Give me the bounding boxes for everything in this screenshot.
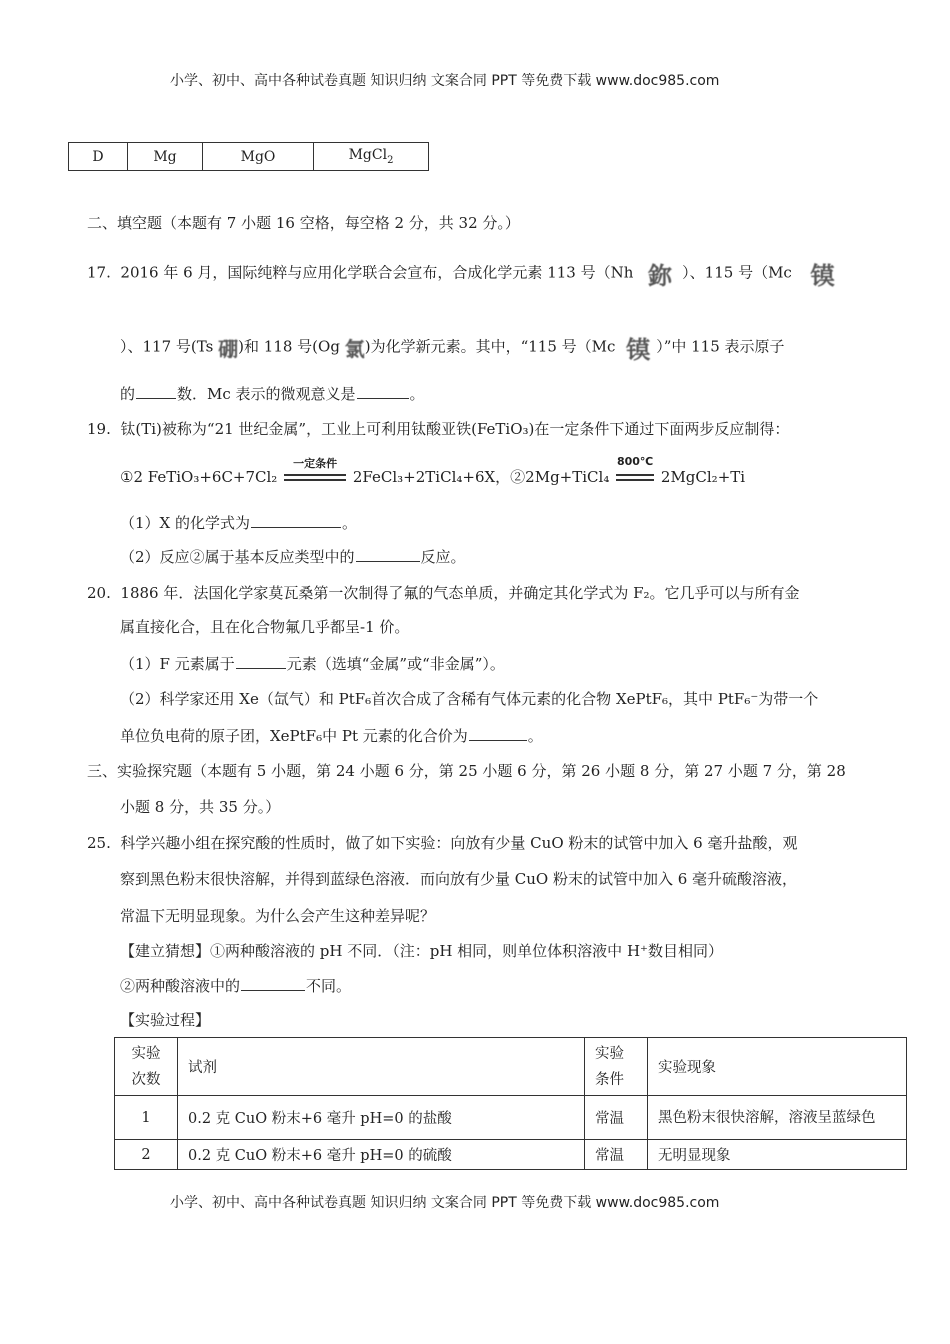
table-header-row xyxy=(115,1038,907,1096)
nh-element-glyph-icon: 鉨 xyxy=(648,262,673,290)
page-header: 小学、初中、高中各种试卷真题 知识归纳 文案合同 PPT 等免费下载 www.doc985.com xyxy=(170,73,720,89)
column-header: 实验 次数 xyxy=(115,1038,178,1096)
answer-blank[interactable] xyxy=(136,384,176,399)
question-19-equations: ①2 FeTiO₃+6C+7Cl₂ 一定条件 2FeCl₃+2TiCl₄+6X，②2Mg+TiCl₄ 800℃ 2MgCl₂+Ti xyxy=(120,455,746,486)
reaction-arrow: 一定条件 xyxy=(284,471,346,485)
question-20-sub2-line2: 单位负电荷的原子团，XePtF₆中 Pt 元素的化合价为 。 xyxy=(120,727,543,745)
question-25-line3: 常温下无明显现象。为什么会产生这种差异呢？ xyxy=(120,907,436,925)
section-2-title: 二、填空题（本题有 7 小题 16 空格，每空格 2 分，共 32 分。） xyxy=(87,214,520,232)
question-25-line1: 25. 科学兴趣小组在探究酸的性质时，做了如下实验：向放有少量 CuO 粉末的试管中加入 6 毫升盐酸，观 xyxy=(87,834,798,852)
answer-blank[interactable] xyxy=(241,976,305,991)
table-cell: 无明显现象 xyxy=(648,1140,907,1170)
table-cell: 常温 xyxy=(585,1096,648,1140)
og-element-glyph-icon: 氯 xyxy=(344,337,365,361)
table-row xyxy=(115,1096,907,1140)
question-25-line2: 察到黑色粉末很快溶解，并得到蓝绿色溶液．而向放有少量 CuO 粉末的试管中加入 6 毫升硫酸溶液， xyxy=(120,870,798,888)
experiment-process-label: 【实验过程】 xyxy=(120,1011,211,1029)
question-19-sub2: （2）反应②属于基本反应类型中的 反应。 xyxy=(120,548,466,566)
table-cell: D xyxy=(69,143,128,171)
table-cell: 2 xyxy=(115,1140,178,1170)
table-cell: MgO xyxy=(203,143,314,171)
question-20-sub1: （1）F 元素属于 元素（选填“金属”或“非金属”）。 xyxy=(120,655,505,673)
table-cell: 常温 xyxy=(585,1140,648,1170)
section-3-title-line2: 小题 8 分，共 35 分。） xyxy=(120,798,281,816)
mc-element-glyph-icon: 镆 xyxy=(810,262,835,290)
question-17-line3: 的 数．Mc 表示的微观意义是 。 xyxy=(120,385,425,403)
mc-element-glyph-icon: 镆 xyxy=(626,336,651,364)
answer-blank[interactable] xyxy=(469,726,527,741)
column-header: 实验现象 xyxy=(648,1038,907,1096)
ts-element-glyph-icon: 硼 xyxy=(218,337,239,361)
answer-blank[interactable] xyxy=(357,384,409,399)
hypothesis-1: 【建立猜想】①两种酸溶液的 pH 不同．（注：pH 相同，则单位体积溶液中 H⁺数目相同） xyxy=(120,942,723,960)
table-row xyxy=(115,1140,907,1170)
question-19-sub1: （1）X 的化学式为 。 xyxy=(120,514,358,532)
table-cell: 0.2 克 CuO 粉末+6 毫升 pH=0 的盐酸 xyxy=(178,1096,585,1140)
question-17-line2: ）、117 号(Ts 硼)和 118 号(Og 氯)为化学新元素。其中，“115 号（Mc 镆 ）”中 115 表示原子 xyxy=(120,330,785,365)
question-17-line1: 17. 2016 年 6 月，国际纯粹与应用化学联合会宣布，合成化学元素 113 号（Nh 鉨 ）、115 号（Mc 镆 xyxy=(87,256,835,291)
column-header: 实验 条件 xyxy=(585,1038,648,1096)
table-row xyxy=(69,143,429,171)
experiment-table xyxy=(114,1037,907,1170)
answer-blank[interactable] xyxy=(356,547,420,562)
section-3-title: 三、实验探究题（本题有 5 小题，第 24 小题 6 分，第 25 小题 6 分，第 26 小题 8 分，第 27 小题 7 分，第 28 xyxy=(87,762,846,780)
answer-blank[interactable] xyxy=(251,513,341,528)
page-footer: 小学、初中、高中各种试卷真题 知识归纳 文案合同 PPT 等免费下载 www.doc985.com xyxy=(170,1195,720,1211)
question-20-line2: 属直接化合，且在化合物氟几乎都呈-1 价。 xyxy=(120,618,410,636)
table-cell: MgCl$_2$ xyxy=(314,143,429,171)
table-cell: 1 xyxy=(115,1096,178,1140)
table-cell: 黑色粉末很快溶解，溶液呈蓝绿色 xyxy=(648,1096,907,1140)
reaction-arrow: 800℃ xyxy=(616,471,654,485)
hypothesis-2: ②两种酸溶液中的 不同。 xyxy=(120,977,352,995)
table-cell: 0.2 克 CuO 粉末+6 毫升 pH=0 的硫酸 xyxy=(178,1140,585,1170)
column-header: 试剂 xyxy=(178,1038,585,1096)
question-20-sub2: （2）科学家还用 Xe（氙气）和 PtF₆首次合成了含稀有气体元素的化合物 XePtF₆，其中 PtF₆⁻为带一个 xyxy=(120,690,819,708)
question-20-line1: 20. 1886 年．法国化学家莫瓦桑第一次制得了氟的气态单质，并确定其化学式为 F₂。它几乎可以与所有金 xyxy=(87,584,800,602)
table-cell: Mg xyxy=(128,143,203,171)
question-19-line1: 19. 钛(Ti)被称为“21 世纪金属”，工业上可利用钛酸亚铁(FeTiO₃)在一定条件下通过下面两步反应制得： xyxy=(87,420,790,438)
answer-blank[interactable] xyxy=(236,654,286,669)
answer-table-fragment xyxy=(68,142,429,171)
